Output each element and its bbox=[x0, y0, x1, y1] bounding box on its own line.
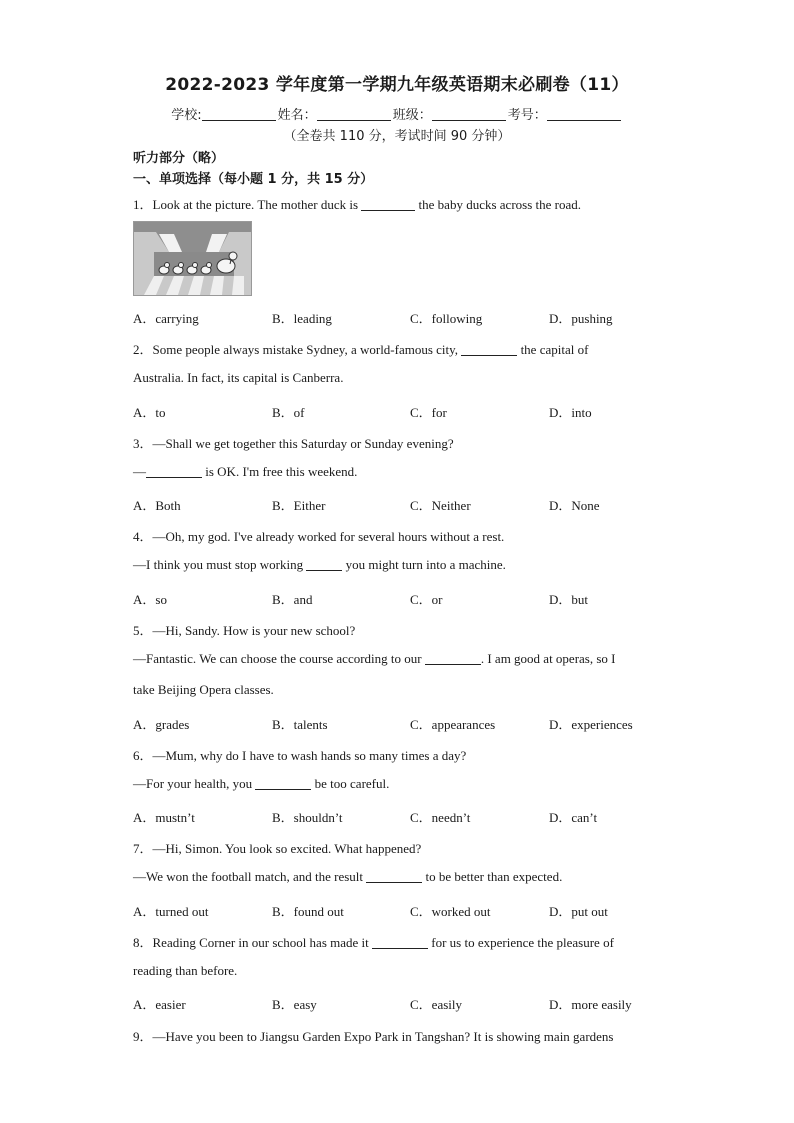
option-b[interactable]: B．shouldn’t bbox=[272, 810, 343, 825]
option-d[interactable]: D．into bbox=[549, 405, 592, 420]
q5-text-a: —Fantastic. We can choose the course according to our bbox=[133, 651, 422, 666]
school-label: 学校: bbox=[171, 108, 202, 123]
q2-text-a: 2．Some people always mistake Sydney, a world-famous city, bbox=[133, 342, 459, 357]
question-3-options bbox=[133, 495, 693, 513]
student-info-row bbox=[0, 104, 794, 123]
question-6-reply bbox=[133, 776, 389, 792]
option-d[interactable]: D．pushing bbox=[549, 311, 613, 326]
option-b[interactable]: B．and bbox=[272, 592, 313, 607]
single-choice-section-heading: 一、单项选择（每小题 1 分，共 15 分） bbox=[133, 172, 374, 187]
question-1-stem bbox=[133, 194, 581, 213]
option-c[interactable]: C．following bbox=[410, 311, 483, 326]
answer-blank bbox=[255, 777, 311, 790]
duck-crossing-illustration bbox=[134, 222, 251, 295]
q1-text-b: the baby ducks across the road. bbox=[415, 197, 581, 212]
question-3-reply bbox=[133, 464, 357, 480]
question-8-stem-cont: reading than before. bbox=[133, 963, 238, 978]
question-2-options bbox=[133, 402, 693, 420]
option-a[interactable]: A．carrying bbox=[133, 311, 199, 326]
question-2-stem-cont: Australia. In fact, its capital is Canberra. bbox=[133, 370, 344, 385]
question-5-reply-cont: take Beijing Opera classes. bbox=[133, 682, 274, 697]
question-7-reply bbox=[133, 869, 562, 885]
listening-section-heading: 听力部分（略） bbox=[133, 151, 225, 166]
question-8-options bbox=[133, 994, 693, 1012]
option-b[interactable]: B．talents bbox=[272, 717, 328, 732]
answer-blank bbox=[146, 465, 202, 478]
school-blank bbox=[202, 107, 276, 121]
exam-title: 2022-2023 学年度第一学期九年级英语期末必刷卷（11） bbox=[165, 75, 629, 95]
answer-blank bbox=[306, 558, 342, 571]
option-b[interactable]: B．easy bbox=[272, 997, 317, 1012]
answer-blank bbox=[461, 343, 517, 356]
option-b[interactable]: B．of bbox=[272, 405, 305, 420]
q7-text-a: —We won the football match, and the result bbox=[133, 869, 364, 884]
q4-text-b: you might turn into a machine. bbox=[342, 557, 506, 572]
option-d[interactable]: D．experiences bbox=[549, 717, 633, 732]
q7-text-b: to be better than expected. bbox=[422, 869, 563, 884]
exam-no-blank bbox=[547, 107, 621, 121]
option-a[interactable]: A．so bbox=[133, 592, 167, 607]
option-a[interactable]: A．grades bbox=[133, 717, 190, 732]
exam-note: （全卷共 110 分，考试时间 90 分钟） bbox=[283, 129, 511, 144]
answer-blank bbox=[366, 870, 422, 883]
question-9-stem: 9．—Have you been to Jiangsu Garden Expo Park in Tangshan? It is showing main gardens bbox=[133, 1029, 614, 1044]
option-a[interactable]: A．Both bbox=[133, 498, 181, 513]
question-5-reply bbox=[133, 651, 616, 667]
option-d[interactable]: D．None bbox=[549, 498, 600, 513]
option-c[interactable]: C．or bbox=[410, 592, 443, 607]
q6-text-a: —For your health, you bbox=[133, 776, 253, 791]
q4-text-a: —I think you must stop working bbox=[133, 557, 304, 572]
name-blank bbox=[317, 107, 391, 121]
question-2-stem bbox=[133, 339, 588, 358]
question-5-options bbox=[133, 714, 693, 732]
q1-text-a: 1．Look at the picture. The mother duck is bbox=[133, 197, 359, 212]
option-c[interactable]: C．worked out bbox=[410, 904, 491, 919]
q6-text-b: be too careful. bbox=[311, 776, 390, 791]
option-b[interactable]: B．Either bbox=[272, 498, 326, 513]
answer-blank bbox=[425, 652, 481, 665]
option-a[interactable]: A．mustn’t bbox=[133, 810, 195, 825]
option-d[interactable]: D．can’t bbox=[549, 810, 598, 825]
class-label: 班级： bbox=[392, 108, 432, 123]
question-7-options bbox=[133, 901, 693, 919]
option-d[interactable]: D．put out bbox=[549, 904, 608, 919]
q2-text-b: the capital of bbox=[517, 342, 589, 357]
question-6-options bbox=[133, 807, 693, 825]
option-a[interactable]: A．turned out bbox=[133, 904, 209, 919]
option-c[interactable]: C．for bbox=[410, 405, 447, 420]
class-blank bbox=[432, 107, 506, 121]
option-b[interactable]: B．found out bbox=[272, 904, 344, 919]
q3-text-b: is OK. I'm free this weekend. bbox=[202, 464, 358, 479]
question-8-stem bbox=[133, 932, 614, 951]
q3-text-a: — bbox=[133, 464, 146, 479]
answer-blank bbox=[361, 198, 415, 211]
option-a[interactable]: A．to bbox=[133, 405, 166, 420]
exam-no-label: 考号： bbox=[507, 108, 547, 123]
option-d[interactable]: D．but bbox=[549, 592, 589, 607]
question-4-reply bbox=[133, 557, 506, 573]
question-7-stem: 7．—Hi, Simon. You look so excited. What happened? bbox=[133, 841, 422, 856]
q5-text-b: . I am good at operas, so I bbox=[480, 651, 616, 666]
question-4-options bbox=[133, 589, 693, 607]
question-4-stem: 4．—Oh, my god. I've already worked for several hours without a rest. bbox=[133, 529, 505, 544]
option-c[interactable]: C．appearances bbox=[410, 717, 496, 732]
name-label: 姓名： bbox=[277, 108, 317, 123]
question-3-stem: 3．—Shall we get together this Saturday or Sunday evening? bbox=[133, 436, 454, 451]
option-b[interactable]: B．leading bbox=[272, 311, 332, 326]
question-5-stem: 5．—Hi, Sandy. How is your new school? bbox=[133, 623, 356, 638]
option-d[interactable]: D．more easily bbox=[549, 997, 632, 1012]
q8-text-b: for us to experience the pleasure of bbox=[428, 935, 614, 950]
option-c[interactable]: C．Neither bbox=[410, 498, 471, 513]
question-6-stem: 6．—Mum, why do I have to wash hands so many times a day? bbox=[133, 748, 467, 763]
option-a[interactable]: A．easier bbox=[133, 997, 186, 1012]
duck-crossing-picture bbox=[133, 221, 252, 296]
answer-blank bbox=[372, 936, 428, 949]
option-c[interactable]: C．needn’t bbox=[410, 810, 471, 825]
option-c[interactable]: C．easily bbox=[410, 997, 462, 1012]
q8-text-a: 8．Reading Corner in our school has made it bbox=[133, 935, 369, 950]
question-1-options bbox=[133, 308, 693, 326]
